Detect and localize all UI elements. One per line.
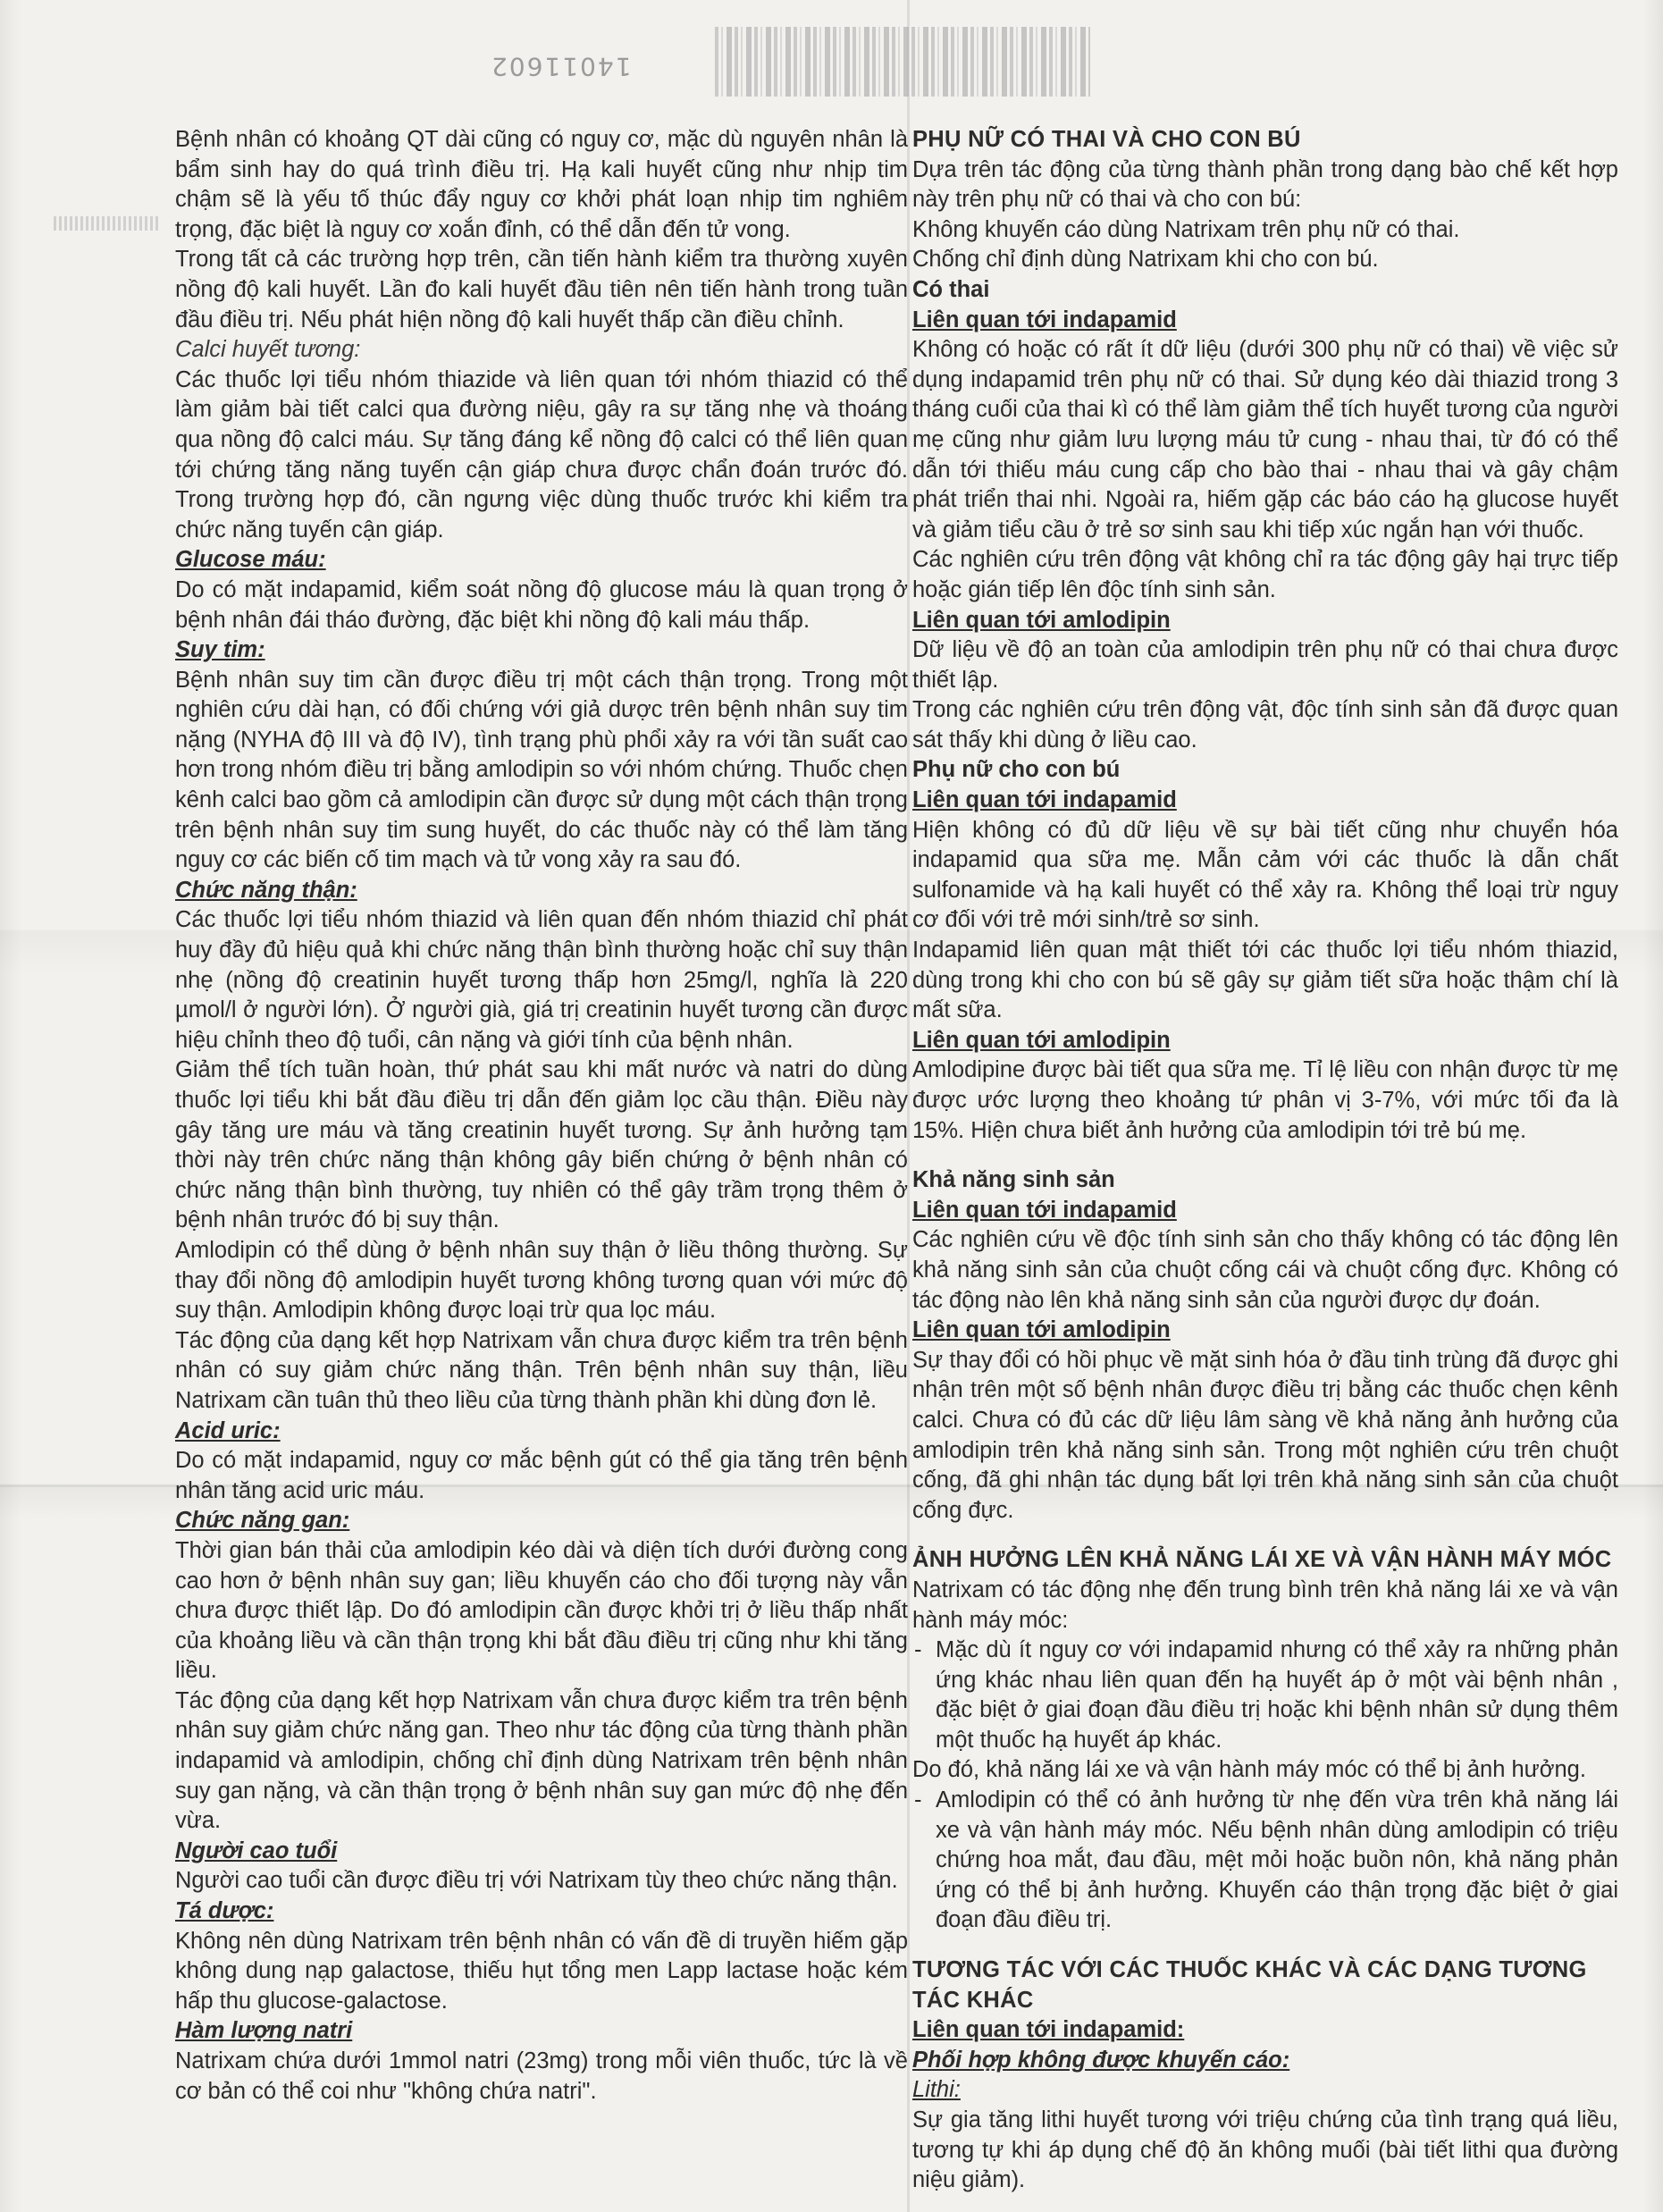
paragraph-than-3: Amlodipin có thể dùng ở bệnh nhân suy thận ở liều thông thường. Sự thay đổi nồng độ amlodipin huyết tương không tương quan với mức độ suy thận. Amlodipin không được loại trừ qua lọc máu.	[175, 1237, 908, 1324]
paragraph-ta-duoc: Không nên dùng Natrixam trên bệnh nhân có vấn đề di truyền hiếm gặp không dung nạp galactose, thiếu hụt tổng men Lapp lactase hoặc kém hấp thu glucose-galactose.	[175, 1928, 908, 2014]
heading-phu-nu-co-thai: PHỤ NỮ CÓ THAI VÀ CHO CON BÚ	[912, 127, 1301, 152]
paragraph-amlodipin-bu: Amlodipine được bài tiết qua sữa mẹ. Tỉ lệ liều con nhận được từ mẹ được ước lượng theo khoảng tứ phân vị 3-7%, với mức tối đa là 15%. Hiện chưa biết ảnh hưởng của amlodipin tới trẻ bú mẹ.	[912, 1057, 1618, 1143]
heading-lithi: Lithi:	[912, 2077, 961, 2103]
heading-calci: Calci huyết tương:	[175, 337, 361, 363]
heading-indapamid-sinh-san: Liên quan tới indapamid	[912, 1197, 1177, 1223]
heading-indapamid-thai: Liên quan tới indapamid	[912, 307, 1177, 332]
paragraph-ham-luong-natri: Natrixam chứa dưới 1mmol natri (23mg) trong mỗi viên thuốc, tức là về cơ bản có thể coi như "không chứa natri".	[175, 2048, 908, 2104]
paragraph-gan-1: Thời gian bán thải của amlodipin kéo dài và diện tích dưới đường cong cao hơn ở bệnh nhân suy gan; liều khuyến cáo cho đối tượng này vẫn chưa được thiết lập. Do đó amlodipin cần được khởi trị ở liều thấp nhất của khoảng liều và cần thận trọng khi bắt đầu điều trị cũng như khi tăng liều.	[175, 1537, 908, 1684]
paragraph-gan-2: Tác động của dạng kết hợp Natrixam vẫn chưa được kiểm tra trên bệnh nhân suy giảm chức năng gan. Theo như tác động của từng thành phần indapamid và amlodipin, chống chỉ định dùng Natrixam trên bệnh nhân suy gan nặng, và cần thận trọng ở bệnh nhân suy gan mức độ nhẹ đến vừa.	[175, 1687, 908, 1834]
paragraph-than-2: Giảm thể tích tuần hoàn, thứ phát sau khi mất nước và natri do dùng thuốc lợi tiểu khi bắt đầu điều trị dẫn đến giảm lọc cầu thận. Điều này gây tăng ure máu và tăng creatinin huyết tương. Sự ảnh hưởng tạm thời này trên chức năng thận không gây biến chứng ở bệnh nhân có chức năng thận bình thường, tuy nhiên có thể gây trầm trọng thêm ở bệnh nhân trước đó bị suy thận.	[175, 1057, 908, 1233]
list-lai-xe-2	[912, 1786, 1618, 1936]
paragraph-amlodipin-sinh-san: Sự thay đổi có hồi phục về mặt sinh hóa ở đầu tinh trùng đã được ghi nhận trên một số bệnh nhân được điều trị bằng các thuốc chẹn kênh calci. Chưa có đủ các dữ liệu lâm sàng về khả năng ảnh hưởng của amlodipin trên khả năng sinh sản. Trong một nghiên cứu trên chuột cống, đã ghi nhận tác dụng bất lợi trên khả năng sinh sản của chuột cống đực.	[912, 1347, 1618, 1523]
heading-acid-uric: Acid uric:	[175, 1417, 281, 1443]
heading-nguoi-cao-tuoi: Người cao tuổi	[175, 1838, 338, 1863]
heading-amlodipin-sinh-san: Liên quan tới amlodipin	[912, 1317, 1171, 1343]
paragraph-qt: Bệnh nhân có khoảng QT dài cũng có nguy cơ, mặc dù nguyên nhân là bẩm sinh hay do quá trình điều trị. Hạ kali huyết cũng như nhịp tim chậm sẽ là yếu tố thúc đẩy nguy cơ khởi phát loạn nhịp tim nghiêm trọng, đặc biệt là nguy cơ xoắn đỉnh, có thể dẫn đến tử vong.	[175, 127, 908, 242]
heading-tuong-tac: TƯƠNG TÁC VỚI CÁC THUỐC KHÁC VÀ CÁC DẠNG TƯƠNG TÁC KHÁC	[912, 1957, 1587, 2013]
paragraph-calci: Các thuốc lợi tiểu nhóm thiazide và liên quan tới nhóm thiazid có thể làm giảm bài tiết calci qua đường niệu, gây ra sự tăng nhẹ và thoáng qua nồng độ calci máu. Sự tăng đáng kể nồng độ calci có thể liên quan tới chứng tăng năng tuyến cận giáp chưa được chẩn đoán trước đó. Trong trường hợp đó, cần ngưng việc dùng thuốc trước khi kiểm tra chức năng tuyến cận giáp.	[175, 366, 908, 542]
paragraph-phu-nu-3: Chống chỉ định dùng Natrixam khi cho con bú.	[912, 247, 1379, 273]
heading-cho-con-bu: Phụ nữ cho con bú	[912, 757, 1121, 783]
paragraph-suy-tim: Bệnh nhân suy tim cần được điều trị một cách thận trọng. Trong một nghiên cứu dài hạn, có đối chứng với giả dược trên bệnh nhân suy tim nặng (NYHA độ III và độ IV), tình trạng phù phổi xảy ra với tần suất cao hơn trong nhóm điều trị bằng amlodipin so với nhóm chứng. Thuốc chẹn kênh calci bao gồm cả amlodipin cần được sử dụng một cách thận trọng trên bệnh nhân suy tim sung huyết, do các thuốc này có thể làm tăng nguy cơ các biến cố tim mạch và tử vong xảy ra sau đó.	[175, 667, 908, 873]
heading-amlodipin-thai: Liên quan tới amlodipin	[912, 607, 1171, 633]
heading-ta-duoc: Tá dược:	[175, 1898, 274, 1924]
paragraph-indapamid-bu: Hiện không có đủ dữ liệu về sự bài tiết cũng như chuyển hóa indapamid qua sữa mẹ. Mẫn cảm với các thuốc là dẫn chất sulfonamide và hạ kali huyết có thể xảy ra. Không thể loại trừ nguy cơ đối với trẻ mới sinh/trẻ sơ sinh.	[912, 817, 1618, 933]
barcode	[715, 27, 1090, 97]
list-item: - Amlodipin có thể có ảnh hưởng từ nhẹ đến vừa trên khả năng lái xe và vận hành máy móc. Nếu bệnh nhân dùng amlodipin có triệu chứng hoa mắt, đau đầu, mệt mỏi hoặc buồn nôn, khả năng phản ứng có thể bị ảnh hưởng. Khuyến cáo thận trọng đặc biệt ở giai đoạn đầu điều trị.	[912, 1786, 1618, 1936]
paragraph-amlodipin-thai: Dữ liệu về độ an toàn của amlodipin trên phụ nữ có thai chưa được thiết lập.	[912, 637, 1618, 693]
paragraph-indapamid-bu-2: Indapamid liên quan mật thiết tới các thuốc lợi tiểu nhóm thiazid, dùng trong khi cho con bú sẽ gây sự giảm tiết sữa hoặc thậm chí là mất sữa.	[912, 938, 1618, 1023]
paragraph-than-4: Tác động của dạng kết hợp Natrixam vẫn chưa được kiểm tra trên bệnh nhân có suy giảm chức năng thận. Trên bệnh nhân suy thận, liều Natrixam cần tuân thủ theo liều của từng thành phần khi dùng đơn lẻ.	[175, 1327, 908, 1413]
paragraph-lithi: Sự gia tăng lithi huyết tương với triệu chứng của tình trạng quá liều, tương tự khi áp dụng chế độ ăn không muối (bài tiết lithi qua đường niệu giảm).	[912, 2107, 1618, 2193]
paragraph-phu-nu-2: Không khuyến cáo dùng Natrixam trên phụ nữ có thai.	[912, 216, 1460, 242]
heading-phoi-hop: Phối hợp không được khuyến cáo:	[912, 2047, 1290, 2073]
heading-suy-tim: Suy tim:	[175, 637, 265, 663]
heading-indapamid-bu: Liên quan tới indapamid	[912, 787, 1177, 813]
paragraph-glucose: Do có mặt indapamid, kiểm soát nồng độ glucose máu là quan trọng ở bệnh nhân đái tháo đường, đặc biệt khi nồng độ kali máu thấp.	[175, 576, 908, 633]
lot-number: 14011602	[490, 52, 632, 81]
heading-ham-luong-natri: Hàm lượng natri	[175, 2018, 353, 2044]
heading-lai-xe: ẢNH HƯỞNG LÊN KHẢ NĂNG LÁI XE VÀ VẬN HÀNH MÁY MÓC	[912, 1547, 1612, 1573]
paragraph-lai-xe-1: Natrixam có tác động nhẹ đến trung bình trên khả năng lái xe và vận hành máy móc:	[912, 1577, 1618, 1633]
heading-kha-nang-sinh-san: Khả năng sinh sản	[912, 1167, 1115, 1193]
paragraph-than-1: Các thuốc lợi tiểu nhóm thiazid và liên quan đến nhóm thiazid chỉ phát huy đầy đủ hiệu quả khi chức năng thận bình thường hoặc chỉ suy thận nhẹ (nồng độ creatinin huyết tương thấp hơn 25mg/l, nghĩa là 220 µmol/l ở người lớn). Ở người già, giá trị creatinin huyết tương cần được hiệu chỉnh theo độ tuổi, cân nặng và giới tính của bệnh nhân.	[175, 907, 908, 1053]
heading-chuc-nang-than: Chức năng thận:	[175, 877, 357, 903]
print-registration-mark	[54, 216, 161, 231]
paragraph-indapamid-thai: Không có hoặc có rất ít dữ liệu (dưới 300 phụ nữ có thai) về việc sử dụng indapamid trên phụ nữ có thai. Sử dụng kéo dài thiazid trong 3 tháng cuối của thai kì có thể làm giảm thể tích huyết tương của người mẹ cũng như giảm lưu lượng máu tử cung - nhau thai, từ đó có thể dẫn tới thiếu máu cung cấp cho bào thai - nhau thai và gây chậm phát triển thai nhi. Ngoài ra, hiếm gặp các báo cáo hạ glucose huyết và giảm tiểu cầu ở trẻ sơ sinh sau khi tiếp xúc ngắn hạn với thuốc.	[912, 337, 1618, 542]
heading-co-thai: Có thai	[912, 276, 990, 302]
heading-indapamid-tuong-tac: Liên quan tới indapamid:	[912, 2017, 1185, 2043]
paragraph-amlodipin-thai-2: Trong các nghiên cứu trên động vật, độc tính sinh sản đã được quan sát thấy khi dùng ở liều cao.	[912, 697, 1618, 753]
list-lai-xe-1	[912, 1636, 1618, 1755]
list-item: - Mặc dù ít nguy cơ với indapamid nhưng có thể xảy ra những phản ứng khác nhau liên quan đến hạ huyết áp ở một vài bệnh nhân , đặc biệt ở giai đoạn đầu điều trị hoặc khi bệnh nhân sử dụng thêm một thuốc hạ huyết áp khác.	[912, 1636, 1618, 1755]
paragraph-lai-xe-2: Do đó, khả năng lái xe và vận hành máy móc có thể bị ảnh hưởng.	[912, 1757, 1586, 1783]
paragraph-indapamid-thai-2: Các nghiên cứu trên động vật không chỉ ra tác động gây hại trực tiếp hoặc gián tiếp lên độc tính sinh sản.	[912, 547, 1618, 602]
right-column	[912, 125, 1618, 2196]
paragraph-nguoi-cao-tuoi: Người cao tuổi cần được điều trị với Natrixam tùy theo chức năng thận.	[175, 1868, 898, 1894]
heading-chuc-nang-gan: Chức năng gan:	[175, 1508, 350, 1534]
heading-glucose: Glucose máu:	[175, 547, 326, 573]
left-column	[175, 125, 908, 2107]
paragraph-acid-uric: Do có mặt indapamid, nguy cơ mắc bệnh gút có thể gia tăng trên bệnh nhân tăng acid uric máu.	[175, 1448, 908, 1503]
paragraph-kali: Trong tất cả các trường hợp trên, cần tiến hành kiểm tra thường xuyên nồng độ kali huyết. Lần đo kali huyết đầu tiên nên tiến hành trong tuần đầu điều trị. Nếu phát hiện nồng độ kali huyết thấp cần điều chỉnh.	[175, 247, 908, 332]
heading-amlodipin-bu: Liên quan tới amlodipin	[912, 1027, 1171, 1053]
paragraph-phu-nu-1: Dựa trên tác động của từng thành phần trong dạng bào chế kết hợp này trên phụ nữ có thai và cho con bú:	[912, 156, 1618, 213]
paragraph-indapamid-sinh-san: Các nghiên cứu về độc tính sinh sản cho thấy không có tác động lên khả năng sinh sản của chuột cống cái và chuột cống đực. Không có tác động nào lên khả năng sinh sản của người được dự đoán.	[912, 1227, 1618, 1313]
